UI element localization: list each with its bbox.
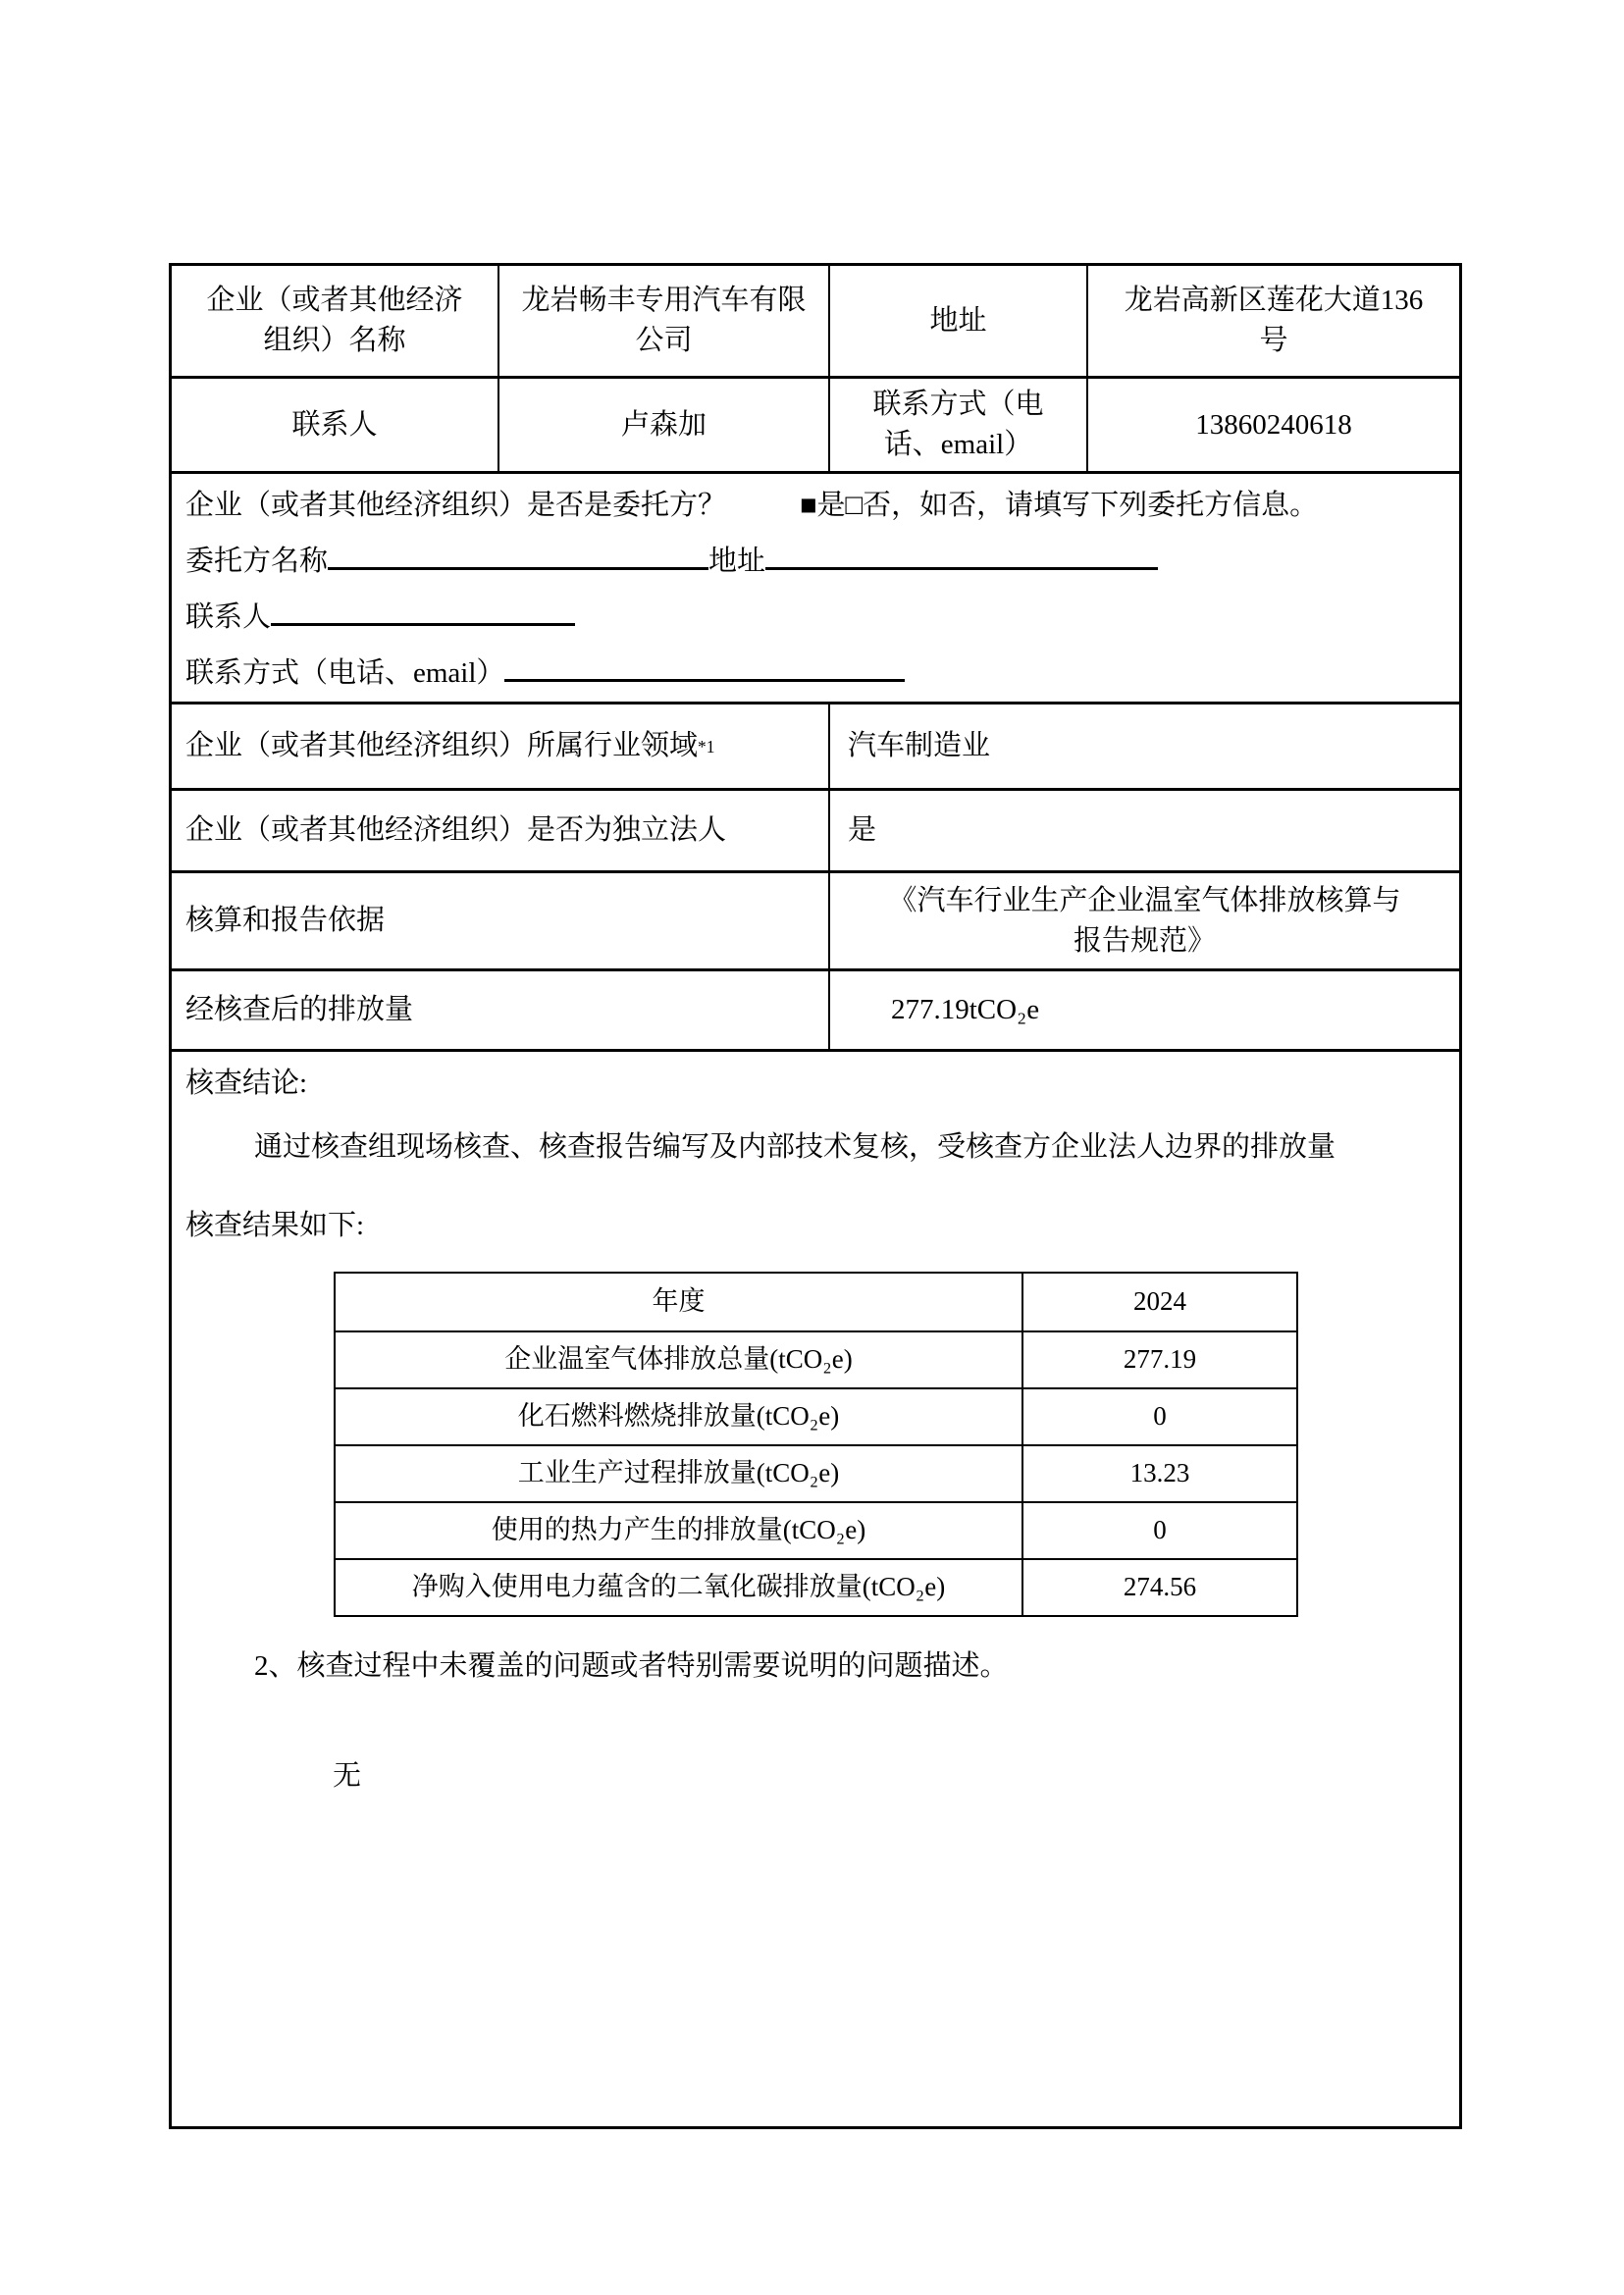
emissions-row-label: 工业生产过程排放量(tCO₂e)	[336, 1446, 1023, 1501]
address-value	[1086, 266, 1459, 376]
consignor-contact-label: 联系人	[185, 601, 272, 633]
consignor-name-blank[interactable]	[328, 559, 708, 570]
emissions-row-value: 2024	[1133, 1285, 1186, 1316]
industry-label-text: 企业（或者其他经济组织）所属行业领域	[185, 730, 699, 762]
company-name-value-line1: 龙岩畅丰专用汽车有限	[521, 285, 807, 317]
contact-label: 联系人	[291, 408, 378, 441]
table-row	[172, 968, 1459, 1049]
conclusion-paragraph-line2: 核查结果如下:	[185, 1210, 365, 1242]
company-name-value-line2: 公司	[635, 325, 693, 356]
independent-label: 企业（或者其他经济组织）是否为独立法人	[185, 814, 727, 847]
emissions-row-label: 年度	[336, 1274, 1023, 1330]
phone-label-line2: 话、email）	[883, 429, 1033, 460]
consignor-phone-label: 联系方式（电话、email）	[185, 657, 505, 689]
consignor-cell	[172, 474, 1459, 702]
emissions-row-value: 13.23	[1129, 1457, 1190, 1487]
item2-text: 2、核查过程中未覆盖的问题或者特别需要说明的问题描述。	[254, 1649, 1009, 1682]
company-name-label-line2: 组织）名称	[263, 325, 406, 356]
address-label: 地址	[828, 266, 1086, 376]
basis-value-line2: 报告规范》	[1073, 924, 1216, 957]
consignor-phone-line	[185, 646, 1445, 702]
address-value-line1: 龙岩高新区莲花大道136	[1124, 285, 1424, 317]
emissions-row-label: 使用的热力产生的排放量(tCO₂e)	[336, 1503, 1023, 1558]
emissions-table	[334, 1272, 1298, 1617]
emissions-row-value: 277.19	[1123, 1343, 1197, 1374]
consignor-address-label: 地址	[708, 546, 766, 577]
emissions-row-label: 企业温室气体排放总量(tCO₂e)	[336, 1332, 1023, 1387]
consignor-note: ，如否，请填写下列委托方信息。	[891, 490, 1319, 521]
independent-value: 是	[828, 791, 1459, 870]
phone-label	[828, 379, 1086, 471]
phone-value: 13860240618	[1086, 379, 1459, 471]
company-name-value	[498, 266, 828, 376]
conclusion-paragraph-line1: 通过核查组现场核查、核查报告编写及内部技术复核，受核查方企业法人边界的排放量	[254, 1130, 1336, 1163]
emissions-row	[336, 1444, 1296, 1501]
consignor-section	[172, 471, 1459, 702]
conclusion-section	[172, 1049, 1459, 2126]
emissions-row-value: 0	[1153, 1400, 1167, 1431]
table-row	[172, 266, 1459, 376]
emissions-row	[336, 1274, 1296, 1330]
consignor-contact-line	[185, 590, 1445, 646]
consignor-question-line	[185, 478, 1445, 534]
verified-value: 277.19tCO₂e	[828, 971, 1459, 1049]
consignor-name-line	[185, 534, 1445, 590]
consignor-phone-blank[interactable]	[504, 671, 905, 682]
address-value-line2: 号	[1259, 325, 1288, 356]
consignor-no-checkbox[interactable]: □否	[845, 490, 892, 521]
emissions-row	[336, 1558, 1296, 1615]
industry-value: 汽车制造业	[828, 704, 1459, 788]
table-row	[172, 376, 1459, 471]
company-name-label-line1: 企业（或者其他经济	[206, 285, 463, 317]
consignor-address-blank[interactable]	[765, 559, 1158, 570]
table-row	[172, 788, 1459, 870]
consignor-name-label: 委托方名称	[185, 546, 329, 577]
item2-answer: 无	[333, 1760, 362, 1793]
consignor-question: 企业（或者其他经济组织）是否是委托方？	[185, 490, 727, 521]
emissions-row	[336, 1501, 1296, 1558]
table-row	[172, 870, 1459, 968]
company-name-label	[172, 266, 498, 376]
emissions-row	[336, 1387, 1296, 1444]
verified-label: 经核查后的排放量	[185, 994, 414, 1026]
contact-value: 卢森加	[498, 379, 828, 471]
company-info-table	[169, 263, 1462, 2129]
consignor-yes-checkbox[interactable]: ■是	[800, 490, 846, 521]
industry-label: 企业（或者其他经济组织）所属行业领域 *1	[172, 704, 828, 788]
consignor-contact-blank[interactable]	[271, 615, 575, 626]
basis-label: 核算和报告依据	[185, 905, 386, 937]
conclusion-title: 核查结论:	[185, 1068, 308, 1099]
table-row	[172, 702, 1459, 788]
emissions-row-label: 净购入使用电力蕴含的二氧化碳排放量(tCO₂e)	[336, 1560, 1023, 1615]
emissions-row	[336, 1330, 1296, 1387]
phone-label-line1: 联系方式（电	[872, 389, 1044, 421]
emissions-row-value: 274.56	[1123, 1571, 1197, 1601]
basis-value-line1: 《汽车行业生产企业温室气体排放核算与	[888, 884, 1401, 916]
basis-value	[828, 873, 1459, 968]
emissions-row-label: 化石燃料燃烧排放量(tCO₂e)	[336, 1389, 1023, 1444]
emissions-row-value: 0	[1153, 1514, 1167, 1544]
conclusion-cell	[172, 1052, 1459, 2126]
